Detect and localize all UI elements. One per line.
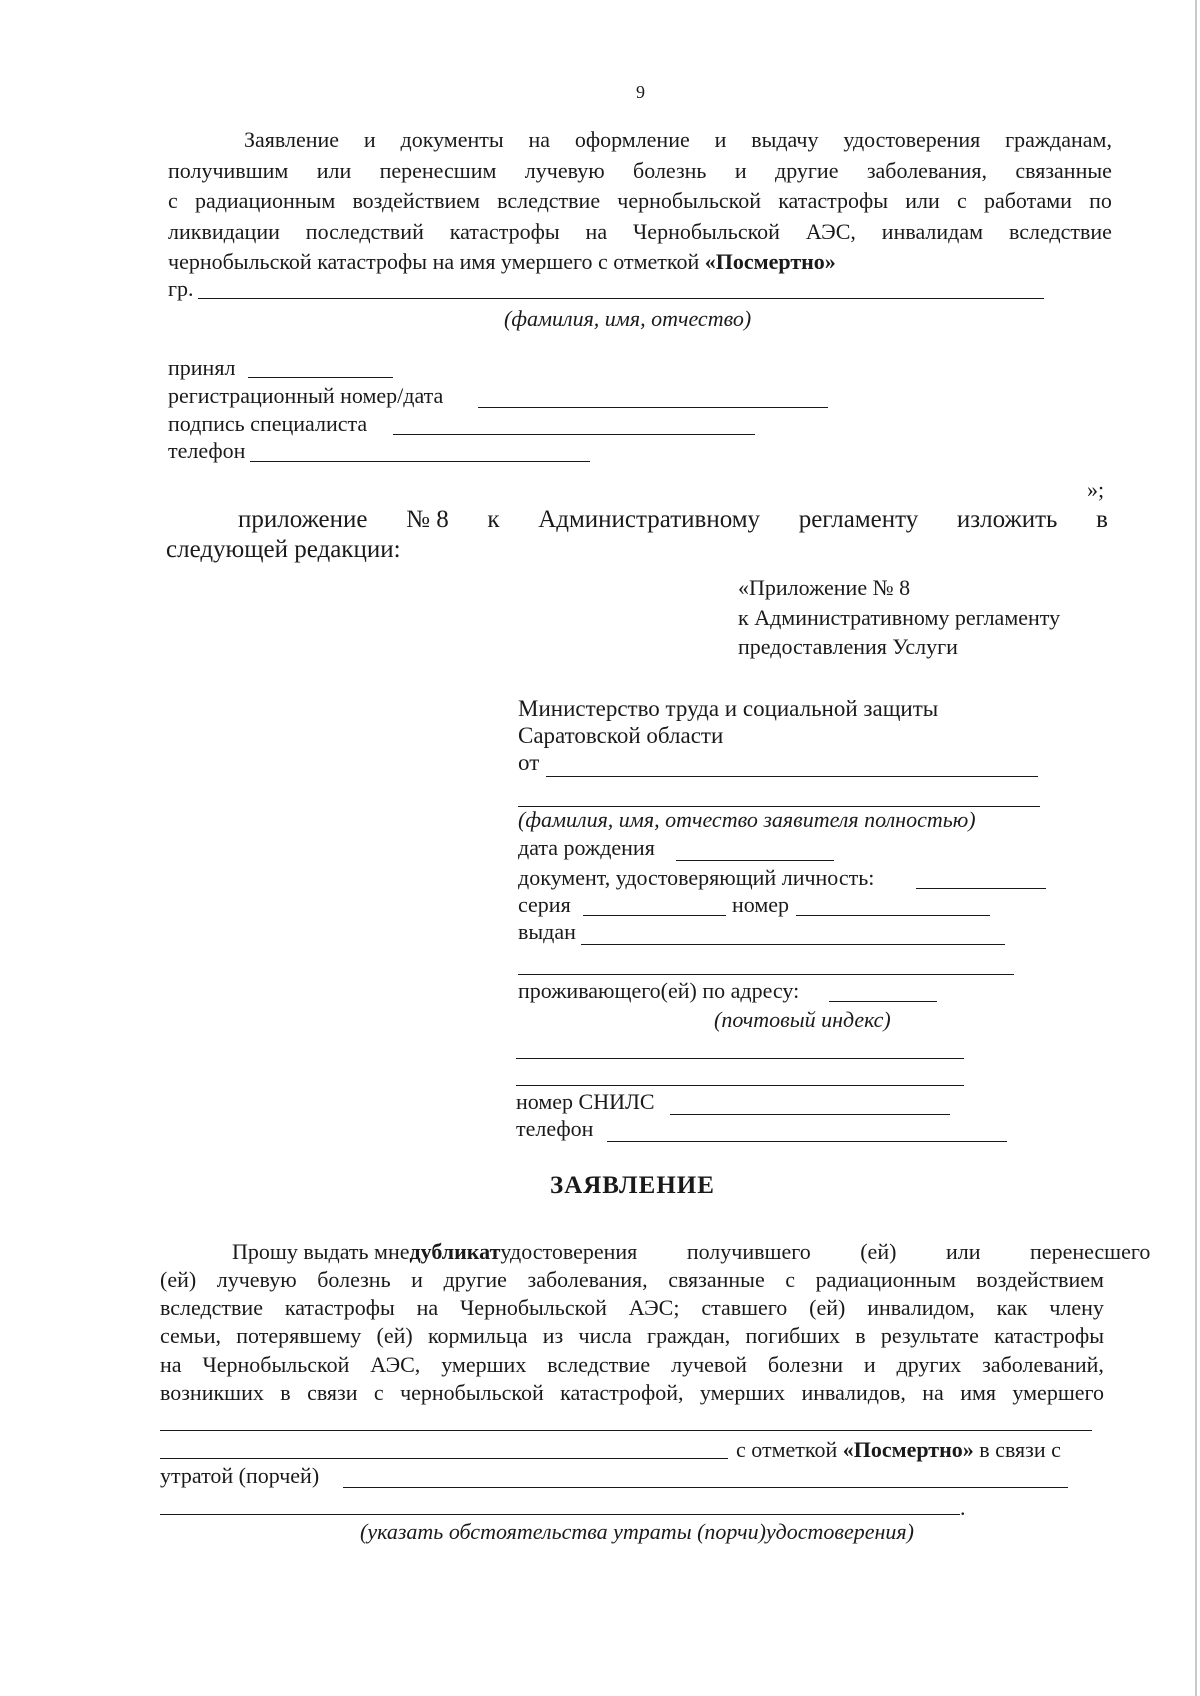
text-line: вследствие катастрофы на Чернобыльской АЭС; ставшего (ей) инвалидом, как члену [160,1295,1104,1321]
loss-period: . [960,1495,966,1520]
issued-label: выдан [518,919,576,944]
posthumous-mark: «Посмертно» [704,249,836,274]
appendix-title: «Приложение № 8 [738,575,911,600]
text-line: семьи, потерявшему (ей) кормильца из числа граждан, погибших в результате катастрофы [160,1323,1104,1349]
text-line: с радиационным воздействием вследствие чернобыльской катастрофы или с работами по [168,188,1112,213]
id-doc-field[interactable] [916,888,1046,889]
signature-label: подпись специалиста [168,411,368,436]
statement-title: ЗАЯВЛЕНИЕ [550,1172,715,1199]
birth-date-label: дата рождения [518,835,655,860]
appendix-line3: предоставления Услуги [738,634,958,659]
from-field[interactable] [546,776,1038,777]
postal-index-field[interactable] [829,1001,937,1002]
loss-field[interactable] [343,1487,1068,1488]
text-line: на Чернобыльской АЭС, умерших вследствие лучевой болезни и других заболеваний, [160,1351,1104,1377]
text-line: ликвидации последствий катастрофы на Чернобыльской АЭС, инвалидам вследствие [168,218,1112,244]
series-field[interactable] [583,915,726,916]
text-line: получившим или перенесшим лучевую болезнь и другие заболевания, связанные [168,157,1112,183]
addressee-phone-field[interactable] [607,1141,1007,1142]
loss-field-2[interactable] [160,1514,960,1515]
accepted-label: принял [168,355,236,380]
text-line: Заявление и документы на оформление и выдачу удостоверения гражданам, [244,127,1112,152]
phone-field[interactable] [250,461,590,462]
deceased-name-field-2[interactable] [160,1458,728,1459]
citizen-name-field[interactable] [198,298,1044,299]
series-label: серия [518,892,571,917]
reg-number-field[interactable] [478,407,828,408]
fio-hint: (фамилия, имя, отчество) [504,306,752,331]
issued-field[interactable] [581,944,1005,945]
id-doc-label: документ, удостоверяющий личность: [518,865,875,890]
loss-label: утратой (порчей) [160,1463,320,1488]
with-mark-line: с отметкой «Посмертно» в связи с [736,1437,1061,1462]
page-number: 9 [636,82,645,102]
appendix-line2: к Административному регламенту [738,605,1061,630]
residing-label: проживающего(ей) по адресу: [518,978,800,1003]
addressee-phone-label: телефон [516,1116,594,1141]
reg-number-label: регистрационный номер/дата [168,383,444,408]
ministry-line1: Министерство труда и социальной защиты [518,696,939,721]
signature-field[interactable] [393,434,755,435]
loss-hint: (указать обстоятельства утраты (порчи)удостоверения) [360,1519,914,1544]
number-label: номер [732,892,790,917]
accepted-field[interactable] [248,377,393,378]
number-field[interactable] [796,915,990,916]
section1-last-line: чернобыльской катастрофы на имя умершего с отметкой «Посмертно» [168,249,836,274]
address-field-2[interactable] [516,1085,964,1086]
issued-field-2[interactable] [518,974,1014,975]
birth-date-field[interactable] [676,860,834,861]
phone-label: телефон [168,438,246,463]
amendment-line1: приложение № 8 к Административному регламенту изложить в [238,506,1108,533]
text-line: возникших в связи с чернобыльской катастрофой, умерших инвалидов, на имя умершего [160,1379,1104,1405]
amendment-line2: следующей редакции: [166,536,401,563]
ministry-line2: Саратовской области [518,723,724,748]
applicant-hint: (фамилия, имя, отчество заявителя полностью) [518,807,976,832]
snils-label: номер СНИЛС [516,1089,655,1114]
text-line: (ей) лучевую болезнь и другие заболевания, связанные с радиационным воздействием [160,1267,1104,1292]
citizen-label: гр. [168,276,194,301]
closing-quote: »; [1087,477,1105,502]
statement-posthumous-mark: «Посмертно» [842,1437,974,1462]
postal-hint: (почтовый индекс) [714,1007,891,1032]
snils-field[interactable] [670,1114,950,1115]
deceased-name-field[interactable] [160,1430,1092,1431]
from-label: от [518,750,540,775]
statement-line1: Прошу выдать мнедубликат удостоверения получившего (ей) или перенесшего [232,1239,1151,1264]
address-field-1[interactable] [516,1058,964,1059]
page-edge [1195,0,1197,1696]
